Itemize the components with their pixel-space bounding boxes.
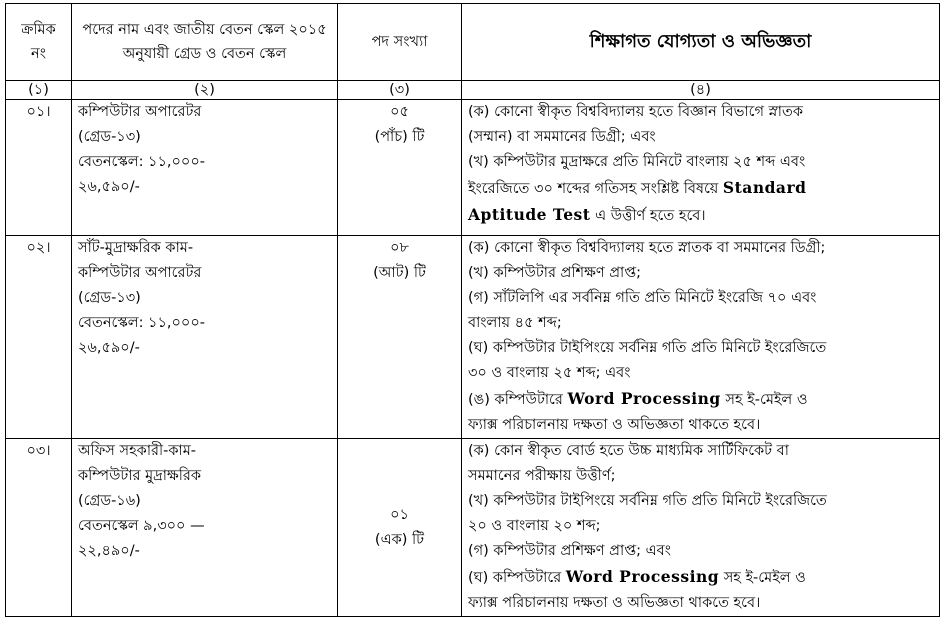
qualification-text: এ উত্তীর্ণ হতে হবে। xyxy=(595,208,706,224)
table-row xyxy=(6,236,940,439)
table-row xyxy=(6,100,940,236)
qualification-line: (ক) কোন স্বীকৃত বোর্ড হতে উচ্চ মাধ্যমিক সার্টিফিকেট বা xyxy=(468,443,789,459)
english-term: Standard xyxy=(722,178,807,197)
pay-scale: ২২,৪৯০/- xyxy=(78,543,140,559)
header-serial: ক্রমিক নং xyxy=(6,4,72,81)
qualification-line: (ঘ) কম্পিউটার টাইপিংয়ে সর্বনিম্ন গতি প্রতি মিনিটে ইংরেজিতে xyxy=(468,340,827,356)
serial-cell: ০২। xyxy=(6,236,72,439)
post-count-number: ০১ xyxy=(390,506,409,523)
qualification-line: (খ) কম্পিউটার টাইপিংয়ে সর্বনিম্ন গতি প্রতি মিনিটে ইংরেজিতে xyxy=(468,493,827,509)
post-count-cell xyxy=(338,100,462,236)
qualification-line: (খ) কম্পিউটার প্রশিক্ষণ প্রাপ্ত; xyxy=(468,265,642,281)
post-grade: (গ্রেড-১৩) xyxy=(78,129,141,145)
header-row xyxy=(6,4,940,81)
qualification-line: (খ) কম্পিউটার মুদ্রাক্ষরে প্রতি মিনিটে বাংলায় ২৫ শব্দ এবং xyxy=(468,154,806,170)
header-qualification: শিক্ষাগত যোগ্যতা ও অভিজ্ঞতা xyxy=(462,4,940,81)
serial-cell: ০৩। xyxy=(6,439,72,617)
post-count-cell xyxy=(338,236,462,439)
qualification-line: ২০ ও বাংলায় ২০ শব্দ; xyxy=(468,518,601,534)
post-name: অফিস সহকারী-কাম- xyxy=(78,443,197,459)
english-term: Aptitude Test xyxy=(468,205,591,224)
qualification-line: সমমানের পরীক্ষায় উত্তীর্ণ; xyxy=(468,468,616,484)
header-post-name-pay-scale: পদের নাম এবং জাতীয় বেতন স্কেল ২০১৫ অনুযায়ী গ্রেড ও বেতন স্কেল xyxy=(72,4,338,81)
post-cell xyxy=(72,100,338,236)
job-circular-table xyxy=(5,3,940,617)
post-name: কম্পিউটার মুদ্রাক্ষরিক xyxy=(78,468,201,484)
post-name: কম্পিউটার অপারেটর xyxy=(78,104,202,120)
english-term: Word Processing xyxy=(565,567,720,586)
column-number: (২) xyxy=(72,81,338,100)
qualification-line: ফ্যাক্স পরিচালনায় দক্ষতা ও অভিজ্ঞতা থাকতে হবে। xyxy=(468,417,761,433)
qualification-line: (সম্মান) বা সমমানের ডিগ্রী; এবং xyxy=(468,129,656,145)
qualification-line: ফ্যাক্স পরিচালনায় দক্ষতা ও অভিজ্ঞতা থাকতে হবে। xyxy=(468,595,761,611)
qualification-text: সহ ই-মেইল ও xyxy=(725,392,808,408)
qualification-text: সহ ই-মেইল ও xyxy=(723,570,806,586)
qualification-line: (ক) কোনো স্বীকৃত বিশ্ববিদ্যালয় হতে বিজ্ঞান বিভাগে স্নাতক xyxy=(468,104,803,120)
qualification-cell xyxy=(462,439,940,617)
qualification-text: ইংরেজিতে ৩০ শব্দের গতিসহ সংশ্লিষ্ট বিষয়ে xyxy=(468,181,719,197)
column-number: (৩) xyxy=(338,81,462,100)
post-cell xyxy=(72,236,338,439)
column-number-row xyxy=(6,81,940,100)
pay-scale: বেতনস্কেল ৯,৩০০ — xyxy=(78,518,205,534)
qualification-line xyxy=(468,175,933,202)
qualification-line xyxy=(468,564,933,591)
post-grade: (গ্রেড-১৬) xyxy=(78,493,141,509)
pay-scale: বেতনস্কেল: ১১,০০০- xyxy=(78,315,206,331)
header-post-count: পদ সংখ্যা xyxy=(338,4,462,81)
qualification-cell xyxy=(462,100,940,236)
qualification-line: (গ) সাঁটলিপি এর সর্বনিম্ন গতি প্রতি মিনিটে ইংরেজি ৭০ এবং xyxy=(468,290,817,306)
post-grade: (গ্রেড-১৩) xyxy=(78,290,141,306)
qualification-line: ৩০ ও বাংলায় ২৫ শব্দ; এবং xyxy=(468,365,631,381)
post-count-number: ০৮ xyxy=(390,240,409,256)
post-count-cell xyxy=(338,439,462,617)
post-count-words: (আট) টি xyxy=(373,265,426,281)
post-count-number: ০৫ xyxy=(390,104,409,120)
qualification-text: (ঙ) কম্পিউটারে xyxy=(468,392,563,408)
pay-scale: বেতনস্কেল: ১১,০০০- xyxy=(78,154,206,170)
serial-cell: ০১। xyxy=(6,100,72,236)
post-name: সাঁট-মুদ্রাক্ষরিক কাম- xyxy=(78,240,194,256)
qualification-cell xyxy=(462,236,940,439)
pay-scale: ২৬,৫৯০/- xyxy=(78,340,140,356)
qualification-text: (ঘ) কম্পিউটারে xyxy=(468,570,562,586)
column-number: (৪) xyxy=(462,81,940,100)
pay-scale: ২৬,৫৯০/- xyxy=(78,179,140,195)
qualification-line: (ক) কোনো স্বীকৃত বিশ্ববিদ্যালয় হতে স্নাতক বা সমমানের ডিগ্রী; xyxy=(468,240,826,256)
qualification-line xyxy=(468,386,933,413)
qualification-line: (গ) কম্পিউটার প্রশিক্ষণ প্রাপ্ত; এবং xyxy=(468,543,671,559)
post-cell xyxy=(72,439,338,617)
table-row xyxy=(6,439,940,617)
qualification-line xyxy=(468,202,933,229)
qualification-line: বাংলায় ৪৫ শব্দ; xyxy=(468,315,562,331)
english-term: Word Processing xyxy=(567,389,721,408)
post-count-words: (এক) টি xyxy=(374,531,425,548)
post-name: কম্পিউটার অপারেটর xyxy=(78,265,202,281)
column-number: (১) xyxy=(6,81,72,100)
post-count-words: (পাঁচ) টি xyxy=(374,129,425,145)
